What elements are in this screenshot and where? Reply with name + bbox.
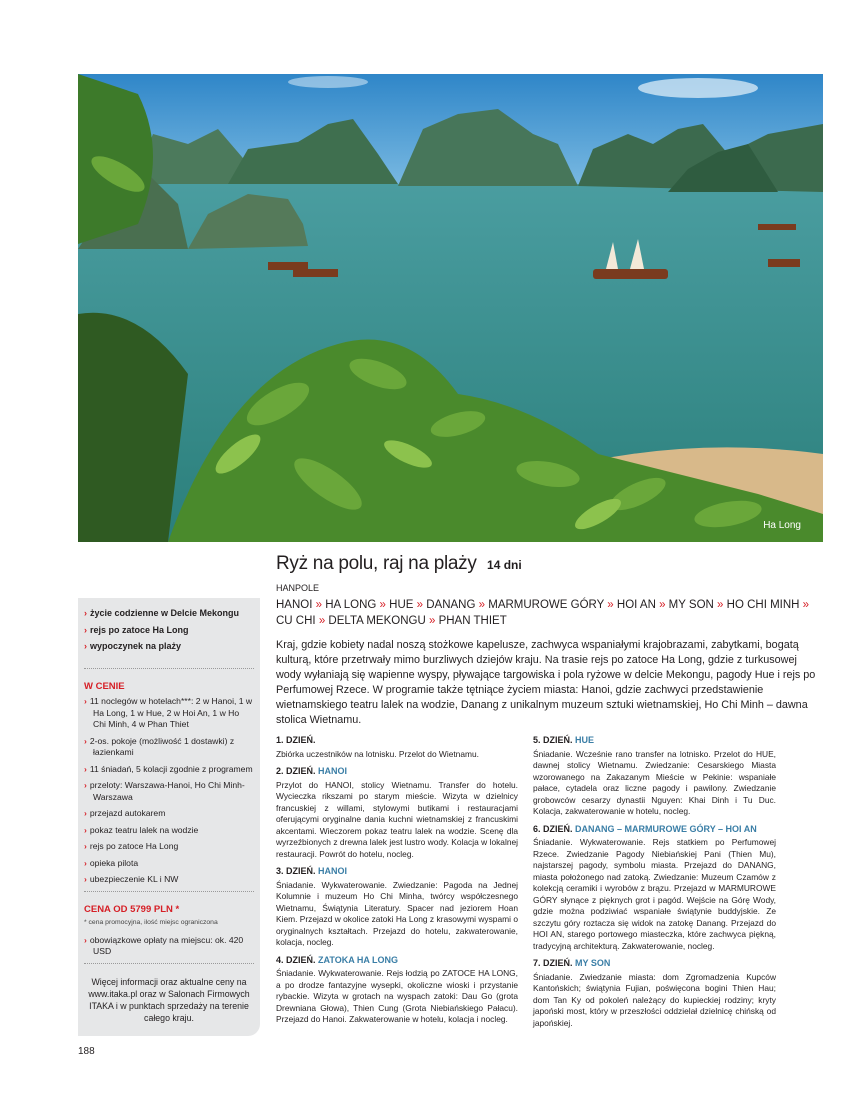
day-place: HUE [575, 735, 595, 745]
itinerary-column-right [533, 735, 776, 1035]
day-entry [533, 958, 776, 1029]
day-heading [533, 824, 776, 836]
route-stop: HA LONG [325, 599, 377, 611]
day-text: Zbiórka uczestników na lotnisku. Przelot do Wietnamu. [276, 748, 479, 759]
included-text: 11 noclegów w hotelach***: 2 w Hanoi, 1 w Ha Long, 1 w Hue, 2 w Hoi An, 1 w Ho Chi Minh, 4 w Phan Thiet [89, 696, 253, 729]
included-item [84, 858, 254, 870]
highlights-list [78, 598, 260, 664]
highlight-text: wypoczynek na plaży [90, 641, 182, 651]
day-text: Przylot do HANOI, stolicy Wietnamu. Transfer do hotelu. Wycieczka rikszami po starym mieście. Wizyta w dzielnicy francuskiej z willami, stylowymi butikami i restauracjami oferującymi oryginalne dania kuchni wietnamskiej z francuskimi akcentami. Wieczorem pokaz teatru lalek na wodzie. Scenę dla wyrzeźbionych z drewna lalek jest lustro wody. Kolacja w lokalnej restauracji. Powrót do hotelu, nocleg. [276, 779, 518, 859]
included-text: 2-os. pokoje (możliwość 1 dostawki) z łazienkami [89, 735, 235, 757]
day-place: MY SON [575, 958, 611, 968]
price-label: CENA OD 5799 PLN * [84, 903, 180, 915]
ha-long-bay-photo [78, 74, 823, 542]
day-label: 7. DZIEŃ. [533, 958, 573, 968]
chevron-right-icon: › [84, 735, 87, 746]
extra-fee-list [78, 935, 260, 958]
included-item [84, 780, 254, 803]
tour-route [276, 597, 823, 629]
route-stop: PHAN THIET [438, 615, 507, 627]
highlight-text: życie codzienne w Delcie Mekongu [90, 608, 240, 618]
chevron-right-icon: › [84, 641, 87, 651]
photo-caption: Ha Long [763, 520, 801, 531]
day-text: Śniadanie. Wykwaterowanie. Rejs łodzią po ZATOCE HA LONG, a po drodze fantazyjne wysepki, okoliczne wioski i przystanie rybackie. Wizyta w grotach na wyspach zatoki: Dau Go (grota Drewniana Głowa), Thien Cung (Grota Niebiańskiego Pałacu). Przejazd do Hanoi. Zakwaterowanie w hotelu, kolacja i nocleg. [276, 968, 518, 1024]
day-entry [276, 866, 518, 949]
route-stop: HOI AN [616, 599, 656, 611]
tour-code: HANPOLE [276, 583, 320, 593]
day-place: DANANG – MARMUROWE GÓRY – HOI AN [575, 823, 757, 834]
route-separator: » [425, 615, 439, 627]
day-entry [533, 824, 776, 953]
divider [84, 963, 254, 964]
divider [84, 668, 254, 669]
day-heading [276, 955, 518, 967]
included-text: ubezpieczenie KL i NW [89, 874, 179, 884]
route-separator: » [713, 599, 727, 611]
info-sidebar [78, 598, 260, 1036]
included-title: W CENIE [84, 680, 125, 692]
included-text: 11 śniadań, 5 kolacji zgodnie z programem [89, 763, 253, 774]
day-text: Śniadanie. Wykwaterowanie. Zwiedzanie: Pagoda na Jednej Kolumnie i muzeum Ho Chi Minha, twórcy współczesnego Wietnamu, Świątynia Literatury. Spacer nad jeziorem Hoan Kiem. Przejazd w okolice zatoki Ha Long z krasowymi wyspami o oryginalnych kształtach. Przejazd do hotelu, zakwaterowanie, kolacja, nocleg. [276, 879, 518, 947]
included-item [84, 841, 254, 853]
chevron-right-icon: › [84, 934, 87, 945]
route-separator: » [413, 599, 427, 611]
extra-fee-text: obowiązkowe opłaty na miejscu: ok. 420 USD [89, 934, 244, 956]
highlight-item [84, 641, 254, 653]
route-separator: » [604, 599, 617, 611]
route-stop: HANOI [276, 599, 313, 611]
day-heading [276, 866, 518, 878]
day-label: 2. DZIEŃ. [276, 766, 316, 776]
divider [84, 891, 254, 892]
included-text: przeloty: Warszawa-Hanoi, Ho Chi Minh-Warszawa [89, 780, 245, 802]
tour-title: Ryż na polu, raj na plaży [276, 553, 477, 574]
chevron-right-icon: › [84, 808, 87, 818]
route-stop: MY SON [668, 599, 714, 611]
included-text: rejs po zatoce Ha Long [89, 841, 179, 851]
included-item [84, 808, 254, 820]
included-list [78, 696, 260, 886]
day-heading [533, 958, 776, 970]
route-separator: » [315, 615, 329, 627]
day-place: HANOI [318, 866, 348, 876]
price-note: * cena promocyjna, ilość miejsc ograniczona [84, 919, 218, 926]
tour-duration: 14 dni [487, 558, 522, 572]
included-item [84, 736, 254, 759]
route-separator: » [312, 599, 326, 611]
landscape-illustration [78, 74, 823, 542]
chevron-right-icon: › [84, 780, 87, 790]
route-stop: DELTA MEKONGU [328, 615, 426, 627]
included-item [84, 825, 254, 837]
included-item [84, 874, 254, 886]
itinerary-column-left [276, 735, 518, 1032]
day-heading [533, 735, 776, 747]
day-entry [533, 735, 776, 818]
chevron-right-icon: › [84, 608, 87, 618]
day-text: Śniadanie. Zwiedzanie miasta: dom Zgromadzenia Kupców Kantońskich; świątynia Fujian, poświęcona bogini Thien Hau; dom Tan Ky od pokoleń należący do kupieckiej rodziny; kryty japoński most, który w przeszłości oddzielał dzielnicę chińską od japońskiej. [533, 971, 776, 1028]
route-stop: MARMUROWE GÓRY [488, 599, 605, 611]
day-entry [276, 955, 518, 1026]
route-stop: HO CHI MINH [726, 599, 800, 611]
chevron-right-icon: › [84, 857, 87, 868]
day-label: 5. DZIEŃ. [533, 735, 573, 745]
tour-intro: Kraj, gdzie kobiety nadal noszą stożkowe kapelusze, zachwyca wspaniałymi krajobrazami, zabytkami, bogatą kulturą, które przetrwały mimo burzliwych dziejów kraju. Na trasie rejs po zatoce Ha Long, gdzie z turkusowej wody wyłaniają się wapienne wyspy, pływające targowiska i pola ryżowe w delcie Mekongu, pagody Hue i rejs po Perfumowej Rzece. W programie także tętniące życiem miasta: Hanoi, gdzie zachwyci przedstawienie wietnamskiego teatru lalek na wodzie, Danang z unikalnym muzeum sztuki wietnamskiej, Ho Chi Minh – dawna stolica Wietnamu. [276, 639, 816, 726]
highlight-text: rejs po zatoce Ha Long [90, 624, 189, 635]
day-heading [276, 766, 518, 778]
chevron-right-icon: › [84, 874, 87, 884]
route-separator: » [799, 599, 810, 611]
chevron-right-icon: › [84, 763, 87, 774]
tour-header [276, 553, 823, 728]
included-text: przejazd autokarem [89, 808, 166, 818]
day-entry [276, 766, 518, 860]
route-separator: » [475, 599, 489, 611]
page-number: 188 [78, 1046, 95, 1057]
extra-fee [84, 935, 254, 958]
day-entry [276, 735, 518, 760]
route-stop: CU CHI [276, 615, 316, 627]
more-info: Więcej informacji oraz aktualne ceny na www.itaka.pl oraz w Salonach Firmowych ITAKA i w punktach sprzedaży na terenie całego kraju. [88, 976, 250, 1023]
route-separator: » [655, 599, 669, 611]
highlight-item [84, 625, 254, 637]
chevron-right-icon: › [84, 841, 87, 851]
chevron-right-icon: › [84, 624, 87, 635]
chevron-right-icon: › [84, 824, 87, 835]
day-heading [276, 735, 518, 747]
included-item [84, 696, 254, 731]
day-label: 3. DZIEŃ. [276, 866, 316, 876]
chevron-right-icon: › [84, 696, 87, 706]
day-label: 4. DZIEŃ. [276, 954, 316, 965]
included-text: pokaz teatru lalek na wodzie [89, 824, 199, 835]
day-place: ZATOKA HA LONG [318, 954, 399, 965]
included-text: opieka pilota [89, 857, 139, 868]
day-label: 1. DZIEŃ. [276, 735, 316, 745]
route-stop: HUE [389, 599, 414, 611]
day-text: Śniadanie. Wykwaterowanie. Rejs statkiem po Perfumowej Rzece. Zwiedzanie Pagody Niebiańskiej Pani (Thien Mu), najstarszej pagody, symbolu miasta. Przejazd do DANANG, miasta położonego nad zatoką. Zwiedzanie: Muzeum Czamów z kolekcją ceramiki i wyrobów z brązu. Przejazd w MARMUROWE GÓRY słynące z pięknych grot i pagód. Wejście na Górę Wody, gdzie można podziwiać wspaniałe świątynie buddyjskie. Ze szczytu góry roztacza się widok na zatokę Danang. Przejazd do HOI AN, starego portowego miasteczka, które zachwyca piękną, tradycyjną architekturą. Zakwaterowanie, nocleg. [533, 837, 776, 951]
included-item [84, 764, 254, 776]
day-label: 6. DZIEŃ. [533, 823, 573, 834]
day-place: HANOI [318, 766, 348, 776]
route-stop: DANANG [426, 599, 476, 611]
day-text: Śniadanie. Wcześnie rano transfer na lotnisko. Przelot do HUE, dawnej stolicy Wietnamu. Zwiedzanie: Cesarskiego Miasta wzorowanego na Zakazanym Mieście w Pekinie: wspaniałe pałace, cytadela oraz liczne pagody i pawilony. Zwiedzanie grobowców cesarzy dynastii Nguyen: Khai Dinh i Tu Duc. Kolacja, zakwaterowanie w hotelu, nocleg. [533, 748, 776, 816]
highlight-item [84, 608, 254, 620]
route-separator: » [376, 599, 390, 611]
